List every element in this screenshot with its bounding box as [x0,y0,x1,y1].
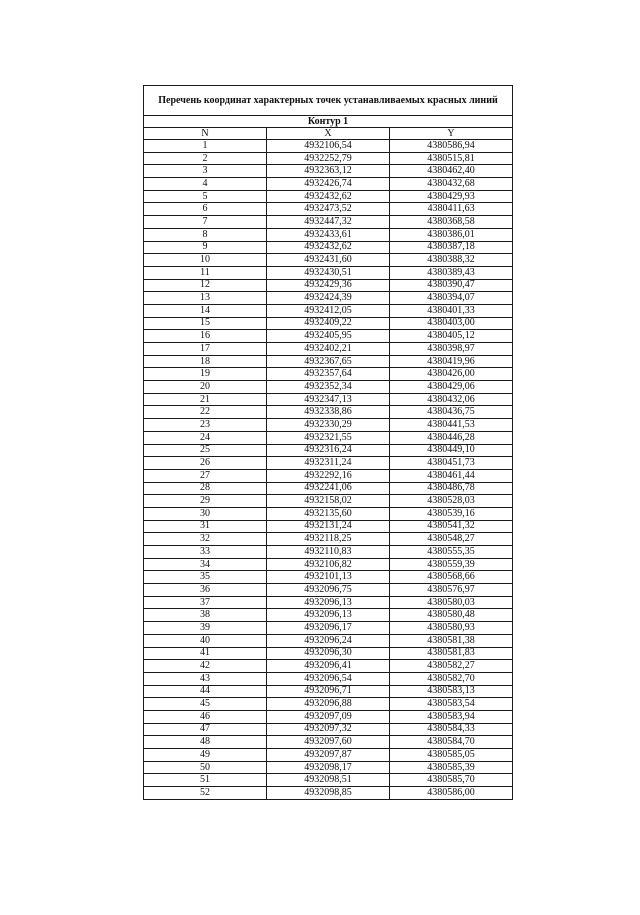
y-coordinate-cell: 4380394,07 [390,292,513,305]
table-row [144,140,513,153]
point-number-cell: 48 [144,736,267,749]
point-number-cell: 4 [144,178,267,191]
x-coordinate-cell: 4932096,17 [267,622,390,635]
table-row [144,546,513,559]
table-row [144,304,513,317]
table-row [144,584,513,597]
x-coordinate-cell: 4932110,83 [267,546,390,559]
point-number-cell: 26 [144,457,267,470]
y-coordinate-cell: 4380432,68 [390,178,513,191]
x-coordinate-cell: 4932098,85 [267,787,390,800]
y-coordinate-cell: 4380405,12 [390,330,513,343]
point-number-cell: 35 [144,571,267,584]
x-coordinate-cell: 4932357,64 [267,368,390,381]
point-number-cell: 3 [144,165,267,178]
table-row [144,761,513,774]
y-coordinate-cell: 4380576,97 [390,584,513,597]
y-coordinate-cell: 4380390,47 [390,279,513,292]
table-row [144,622,513,635]
x-coordinate-cell: 4932429,36 [267,279,390,292]
x-coordinate-cell: 4932426,74 [267,178,390,191]
point-number-cell: 45 [144,698,267,711]
y-coordinate-cell: 4380582,70 [390,672,513,685]
y-coordinate-cell: 4380515,81 [390,152,513,165]
table-row [144,381,513,394]
x-coordinate-cell: 4932412,05 [267,304,390,317]
table-row [144,596,513,609]
y-coordinate-cell: 4380411,63 [390,203,513,216]
y-coordinate-cell: 4380486,78 [390,482,513,495]
point-number-cell: 15 [144,317,267,330]
table-row [144,203,513,216]
y-coordinate-cell: 4380585,70 [390,774,513,787]
point-number-cell: 20 [144,381,267,394]
point-number-cell: 41 [144,647,267,660]
point-number-cell: 38 [144,609,267,622]
x-coordinate-cell: 4932096,24 [267,634,390,647]
point-number-cell: 32 [144,533,267,546]
x-coordinate-cell: 4932096,88 [267,698,390,711]
point-number-cell: 46 [144,710,267,723]
point-number-cell: 34 [144,558,267,571]
x-coordinate-cell: 4932311,24 [267,457,390,470]
table-row [144,165,513,178]
point-number-cell: 2 [144,152,267,165]
table-row [144,634,513,647]
table-row [144,457,513,470]
point-number-cell: 33 [144,546,267,559]
table-row [144,533,513,546]
point-number-cell: 44 [144,685,267,698]
y-coordinate-cell: 4380388,32 [390,254,513,267]
point-number-cell: 5 [144,190,267,203]
table-body [144,140,513,800]
x-coordinate-cell: 4932097,87 [267,749,390,762]
y-coordinate-cell: 4380451,73 [390,457,513,470]
table-row [144,343,513,356]
y-coordinate-cell: 4380432,06 [390,393,513,406]
x-coordinate-cell: 4932106,54 [267,140,390,153]
column-header-y: Y [390,128,513,140]
point-number-cell: 51 [144,774,267,787]
y-coordinate-cell: 4380585,05 [390,749,513,762]
point-number-cell: 31 [144,520,267,533]
y-coordinate-cell: 4380387,18 [390,241,513,254]
point-number-cell: 43 [144,672,267,685]
y-coordinate-cell: 4380368,58 [390,216,513,229]
point-number-cell: 40 [144,634,267,647]
y-coordinate-cell: 4380586,94 [390,140,513,153]
y-coordinate-cell: 4380582,27 [390,660,513,673]
x-coordinate-cell: 4932363,12 [267,165,390,178]
point-number-cell: 19 [144,368,267,381]
point-number-cell: 18 [144,355,267,368]
table-row [144,431,513,444]
x-coordinate-cell: 4932292,16 [267,469,390,482]
table-row [144,749,513,762]
point-number-cell: 25 [144,444,267,457]
point-number-cell: 23 [144,419,267,432]
y-coordinate-cell: 4380580,03 [390,596,513,609]
table-row [144,178,513,191]
table-row [144,292,513,305]
y-coordinate-cell: 4380586,00 [390,787,513,800]
point-number-cell: 39 [144,622,267,635]
point-number-cell: 21 [144,393,267,406]
table-row [144,558,513,571]
table-title: Перечень координат характерных точек устанавливаемых красных линий [144,86,513,116]
point-number-cell: 50 [144,761,267,774]
point-number-cell: 6 [144,203,267,216]
column-header-n: N [144,128,267,140]
y-coordinate-cell: 4380429,93 [390,190,513,203]
point-number-cell: 12 [144,279,267,292]
x-coordinate-cell: 4932097,60 [267,736,390,749]
table-row [144,444,513,457]
x-coordinate-cell: 4932097,32 [267,723,390,736]
table-row [144,216,513,229]
table-row [144,520,513,533]
x-coordinate-cell: 4932433,61 [267,228,390,241]
table-row [144,190,513,203]
table-row [144,787,513,800]
y-coordinate-cell: 4380580,93 [390,622,513,635]
x-coordinate-cell: 4932098,17 [267,761,390,774]
y-coordinate-cell: 4380539,16 [390,507,513,520]
y-coordinate-cell: 4380528,03 [390,495,513,508]
point-number-cell: 42 [144,660,267,673]
table-row [144,736,513,749]
point-number-cell: 30 [144,507,267,520]
point-number-cell: 14 [144,304,267,317]
point-number-cell: 47 [144,723,267,736]
x-coordinate-cell: 4932096,71 [267,685,390,698]
table-row [144,698,513,711]
y-coordinate-cell: 4380548,27 [390,533,513,546]
x-coordinate-cell: 4932096,13 [267,609,390,622]
y-coordinate-cell: 4380426,00 [390,368,513,381]
column-header-x: X [267,128,390,140]
point-number-cell: 16 [144,330,267,343]
table-row [144,571,513,584]
x-coordinate-cell: 4932347,13 [267,393,390,406]
table-row [144,710,513,723]
y-coordinate-cell: 4380581,83 [390,647,513,660]
table-row [144,469,513,482]
x-coordinate-cell: 4932338,86 [267,406,390,419]
point-number-cell: 24 [144,431,267,444]
x-coordinate-cell: 4932405,95 [267,330,390,343]
x-coordinate-cell: 4932135,60 [267,507,390,520]
table-row [144,774,513,787]
x-coordinate-cell: 4932316,24 [267,444,390,457]
x-coordinate-cell: 4932097,09 [267,710,390,723]
table-row [144,419,513,432]
table-row [144,355,513,368]
x-coordinate-cell: 4932241,06 [267,482,390,495]
x-coordinate-cell: 4932447,32 [267,216,390,229]
x-coordinate-cell: 4932352,34 [267,381,390,394]
y-coordinate-cell: 4380441,53 [390,419,513,432]
point-number-cell: 13 [144,292,267,305]
table-row [144,723,513,736]
y-coordinate-cell: 4380429,06 [390,381,513,394]
y-coordinate-cell: 4380555,35 [390,546,513,559]
table-row [144,266,513,279]
point-number-cell: 11 [144,266,267,279]
y-coordinate-cell: 4380584,33 [390,723,513,736]
x-coordinate-cell: 4932402,21 [267,343,390,356]
table-row [144,393,513,406]
table-row [144,660,513,673]
point-number-cell: 28 [144,482,267,495]
point-number-cell: 8 [144,228,267,241]
y-coordinate-cell: 4380446,28 [390,431,513,444]
x-coordinate-cell: 4932431,60 [267,254,390,267]
y-coordinate-cell: 4380583,94 [390,710,513,723]
y-coordinate-cell: 4380386,01 [390,228,513,241]
x-coordinate-cell: 4932158,02 [267,495,390,508]
point-number-cell: 17 [144,343,267,356]
x-coordinate-cell: 4932096,13 [267,596,390,609]
y-coordinate-cell: 4380581,38 [390,634,513,647]
y-coordinate-cell: 4380449,10 [390,444,513,457]
x-coordinate-cell: 4932430,51 [267,266,390,279]
x-coordinate-cell: 4932096,75 [267,584,390,597]
y-coordinate-cell: 4380436,75 [390,406,513,419]
x-coordinate-cell: 4932101,13 [267,571,390,584]
x-coordinate-cell: 4932432,62 [267,190,390,203]
y-coordinate-cell: 4380401,33 [390,304,513,317]
y-coordinate-cell: 4380580,48 [390,609,513,622]
point-number-cell: 27 [144,469,267,482]
point-number-cell: 52 [144,787,267,800]
x-coordinate-cell: 4932096,54 [267,672,390,685]
table-title-row [144,86,513,116]
table-row [144,482,513,495]
table-row [144,685,513,698]
x-coordinate-cell: 4932098,51 [267,774,390,787]
header-row [144,128,513,140]
point-number-cell: 10 [144,254,267,267]
y-coordinate-cell: 4380541,32 [390,520,513,533]
table-row [144,495,513,508]
x-coordinate-cell: 4932131,24 [267,520,390,533]
point-number-cell: 1 [144,140,267,153]
y-coordinate-cell: 4380568,66 [390,571,513,584]
table-row [144,279,513,292]
table-row [144,330,513,343]
table-row [144,241,513,254]
y-coordinate-cell: 4380419,96 [390,355,513,368]
coordinates-table [143,85,513,800]
point-number-cell: 49 [144,749,267,762]
y-coordinate-cell: 4380585,39 [390,761,513,774]
x-coordinate-cell: 4932424,39 [267,292,390,305]
x-coordinate-cell: 4932321,55 [267,431,390,444]
table-row [144,317,513,330]
x-coordinate-cell: 4932096,30 [267,647,390,660]
y-coordinate-cell: 4380398,97 [390,343,513,356]
document-page [143,85,512,800]
y-coordinate-cell: 4380559,39 [390,558,513,571]
contour-row [144,116,513,128]
x-coordinate-cell: 4932473,52 [267,203,390,216]
table-row [144,647,513,660]
x-coordinate-cell: 4932409,22 [267,317,390,330]
contour-label: Контур 1 [144,116,513,128]
table-row [144,507,513,520]
table-row [144,228,513,241]
table-row [144,368,513,381]
y-coordinate-cell: 4380461,44 [390,469,513,482]
y-coordinate-cell: 4380389,43 [390,266,513,279]
y-coordinate-cell: 4380584,70 [390,736,513,749]
x-coordinate-cell: 4932330,29 [267,419,390,432]
point-number-cell: 29 [144,495,267,508]
point-number-cell: 37 [144,596,267,609]
x-coordinate-cell: 4932106,82 [267,558,390,571]
table-row [144,152,513,165]
table-row [144,609,513,622]
point-number-cell: 7 [144,216,267,229]
y-coordinate-cell: 4380403,00 [390,317,513,330]
x-coordinate-cell: 4932252,79 [267,152,390,165]
table-row [144,672,513,685]
table-row [144,254,513,267]
x-coordinate-cell: 4932432,62 [267,241,390,254]
point-number-cell: 22 [144,406,267,419]
x-coordinate-cell: 4932367,65 [267,355,390,368]
x-coordinate-cell: 4932118,25 [267,533,390,546]
point-number-cell: 9 [144,241,267,254]
y-coordinate-cell: 4380583,13 [390,685,513,698]
point-number-cell: 36 [144,584,267,597]
y-coordinate-cell: 4380583,54 [390,698,513,711]
x-coordinate-cell: 4932096,41 [267,660,390,673]
y-coordinate-cell: 4380462,40 [390,165,513,178]
table-row [144,406,513,419]
